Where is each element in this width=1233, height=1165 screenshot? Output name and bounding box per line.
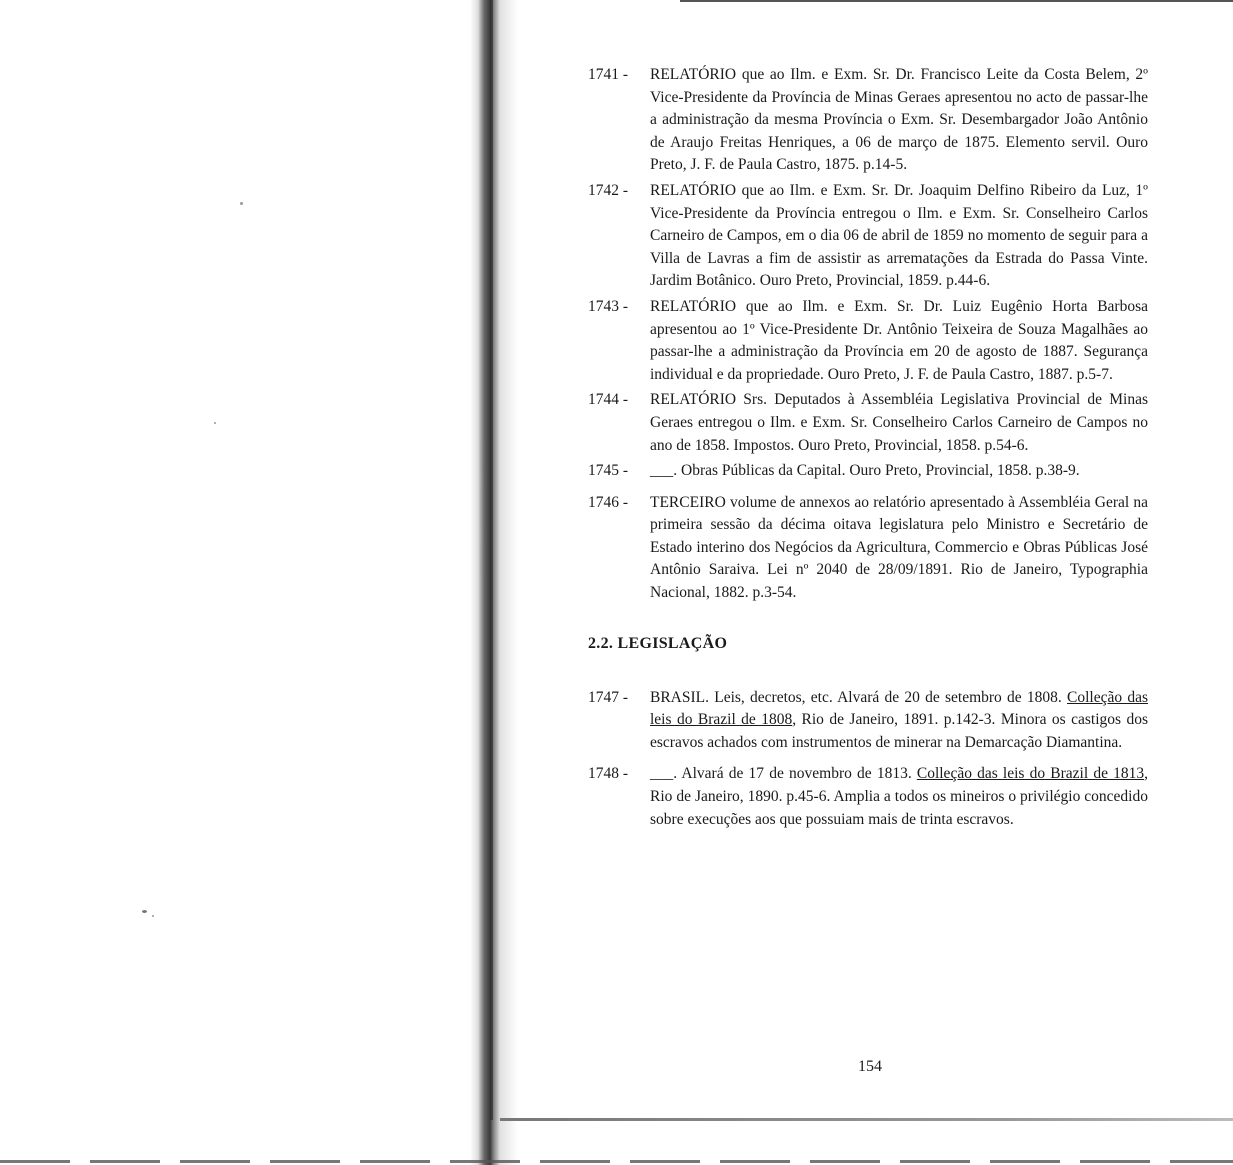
entry-number: 1747 - (588, 688, 629, 706)
bibliography-entry-1745 (588, 460, 1148, 483)
entry-number: 1748 - (588, 765, 629, 783)
entry-text-after: , Rio de Janeiro, 1890. p.45-6. Amplia a todos os mineiros o privilégio concedido sobre execuções aos que possuiam mais de trinta escravos. (650, 765, 1148, 828)
bibliography-entry-1741 (588, 64, 1148, 177)
entry-underlined-title: Colleção das leis do Brazil de 1808 (650, 688, 1148, 729)
book-gutter-shadow (470, 0, 530, 1165)
bibliography-entry-1743 (588, 296, 1148, 386)
bibliography-entry-1742 (588, 180, 1148, 293)
document-page (588, 64, 1148, 834)
entry-text-before: BRASIL. Leis, decretos, etc. Alvará de 20 de setembro de 1808. (650, 688, 1067, 706)
entry-text-after: , Rio de Janeiro, 1891. p.142-3. Minora os castigos dos escravos achados com instrumentos de minerar na Demarcação Diamantina. (650, 711, 1149, 751)
scan-bottom-border (0, 1160, 1233, 1163)
entry-number: 1745 - (588, 462, 629, 480)
entry-text: ___. Obras Públicas da Capital. Ouro Preto, Provincial, 1858. p.38-9. (650, 462, 1080, 480)
entry-text: RELATÓRIO que ao Ilm. e Exm. Sr. Dr. Joaquim Delfino Ribeiro da Luz, 1º Vice-Presidente da Província entregou o Ilm. e Exm. Sr. Conselheiro Carlos Carneiro de Campos, em o dia 06 de abril de 1859 no momento de seguir para a Villa de Lavras a fim de assistir as arrematações da Estrada do Passa Vinte. Jardim Botânico. Ouro Preto, Provincial, 1859. p.44-6. (650, 181, 1148, 290)
entry-text-before: ___. Alvará de 17 de novembro de 1813. (650, 765, 917, 783)
entry-number: 1744 - (588, 391, 629, 409)
scan-mark (480, 488, 481, 528)
entry-text: RELATÓRIO Srs. Deputados à Assembléia Legislativa Provincial de Minas Geraes entregou o Ilm. e Exm. Sr. Conselheiro Carlos Carneiro de Campos no ano de 1858. Impostos. Ouro Preto, Provincial, 1858. p.54-6. (650, 391, 1148, 454)
entry-underlined-title: Colleção das leis do Brazil de 1813 (916, 765, 1145, 783)
entry-text: RELATÓRIO que ao Ilm. e Exm. Sr. Dr. Luiz Eugênio Horta Barbosa apresentou ao 1º Vice-Presidente Dr. Antônio Teixeira de Souza Magalhães ao passar-lhe a administração da Província em 20 de agosto de 1887. Segurança individual e da propriedade. Ouro Preto, J. F. de Paula Castro, 1887. p.5-7. (650, 297, 1148, 383)
section-title: 2.2. LEGISLAÇÃO (588, 634, 728, 652)
scan-mark (480, 545, 481, 575)
page-number: 154 (858, 1058, 882, 1075)
page-top-edge (680, 0, 1233, 2)
entry-number: 1743 - (588, 297, 629, 315)
scan-speck (152, 915, 154, 917)
bibliography-entry-1744 (588, 389, 1148, 457)
page-bottom-edge (500, 1118, 1233, 1121)
entry-text: TERCEIRO volume de annexos ao relatório apresentado à Assembléia Geral na primeira sessão da décima oitava legislatura pelo Ministro e Secretário de Estado interino dos Negócios da Agricultura, Commercio e Obras Públicas José Antônio Saraiva. Lei nº 2040 de 28/09/1891. Rio de Janeiro, Typographia Nacional, 1882. p.3-54. (650, 493, 1148, 602)
entry-text: RELATÓRIO que ao Ilm. e Exm. Sr. Dr. Francisco Leite da Costa Belem, 2º Vice-Presidente da Província de Minas Geraes apresentou no acto de passar-lhe a administração da mesma Província o Exm. Sr. Desembargador João Antônio de Araujo Freitas Henriques, a 06 de março de 1875. Elemento servil. Ouro Preto, J. F. de Paula Castro, 1875. p.14-5. (650, 66, 1148, 174)
binding-line (490, 0, 493, 1120)
scan-mark (480, 440, 481, 470)
entry-text (650, 763, 1148, 831)
entry-number: 1742 - (588, 181, 629, 199)
bibliography-entry-1747 (588, 687, 1148, 755)
scan-speck (214, 422, 216, 424)
scan-speck (142, 910, 147, 913)
entry-text (650, 687, 1148, 755)
scan-speck (240, 202, 243, 205)
entry-number: 1741 - (588, 66, 629, 83)
bibliography-entry-1746 (588, 492, 1148, 605)
bibliography-entry-1748 (588, 763, 1148, 831)
entry-number: 1746 - (588, 493, 629, 511)
